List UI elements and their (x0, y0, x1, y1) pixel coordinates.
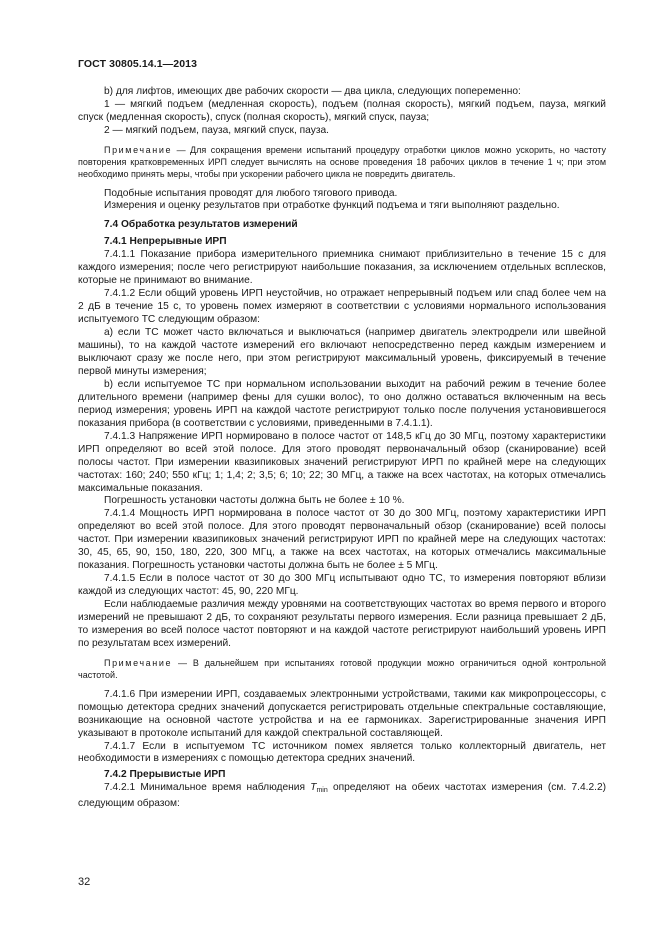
paragraph: 7.4.1.1 Показание прибора измерительного приемника снимают приблизительно в течение 15 с для каждого измерения; после чего регистрируют наибольшие показания, за исключением отдельных всплесков, которые не принимают во внимание. (78, 249, 606, 287)
note-text: — Для сокращения времени испытаний процедуру отработки циклов можно ускорить, но частоту повторения кратковременных ИРП следует вычислять на основе проведения 18 рабочих циклов в течение 1 ч; при этом необходимо принять меры, чтобы при ускорении рабочего цикла не повредить двигатель. (78, 144, 606, 179)
paragraph: 1 — мягкий подъем (медленная скорость), подъем (полная скорость), мягкий подъем, пауза, мягкий спуск (медленная скорость), спуск (полная скорость), мягкий спуск, пауза; (78, 98, 606, 123)
paragraph: 7.4.1.4 Мощность ИРП нормирована в полосе частот от 30 до 300 МГц, поэтому характеристики ИРП определяют во всей этой полосе. Для этого проводят первоначальный обзор (сканирование) всей полосы частот. При измерении квазипиковых значений регистрируют ИРП по крайней мере на следующих частотах: 30, 45, 65, 90, 150, 180, 220, 300 МГц, а также на всех частотах, на которых отмечались максимальные показания. Погрешность установки частоты должна быть не более ± 5 МГц. (78, 508, 606, 572)
note-label: Примечание (104, 144, 173, 155)
formula-symbol: T (310, 782, 317, 794)
note (78, 658, 606, 682)
paragraph: 7.4.1.5 Если в полосе частот от 30 до 300 МГц испытывают одно ТС, то измерения повторяют вблизи каждой из следующих частот: 45, 90, 220 МГц. (78, 573, 606, 598)
note (78, 145, 606, 181)
document-body (78, 86, 606, 811)
paragraph-text: определяют на обеих частотах измерения (см. 7.4.2.2) следующим образом: (78, 782, 607, 810)
paragraph: 7.4.1.2 Если общий уровень ИРП неустойчив, но отражает непрерывный подъем или спад более чем на 2 дБ в течение 15 с, то уровень помех измеряют в соответствии с условиями нормального использования испытуемого ТС следующим образом: (78, 288, 606, 326)
note-label: Примечание (104, 657, 173, 668)
paragraph-text: 7.4.2.1 Минимальное время наблюдения (104, 782, 311, 794)
paragraph: 7.4.1.6 При измерении ИРП, создаваемых электронными устройствами, такими как микропроцессоры, с помощью детектора средних значений допускается регистрировать отдельные спектральные составляющие, возникающие на основной частоте устройства и на ее гармониках. Зарегистрированные значения ИРП указывают в протоколе испытаний для каждой спектральной составляющей. (78, 688, 606, 739)
paragraph: Погрешность установки частоты должна быть не более ± 10 %. (104, 495, 405, 507)
paragraph: 2 — мягкий подъем, пауза, мягкий спуск, пауза. (104, 124, 329, 136)
paragraph: b) для лифтов, имеющих две рабочих скорости — два цикла, следующих попеременно: (104, 86, 521, 97)
subsection-heading: 7.4.2 Прерывистые ИРП (104, 769, 226, 781)
paragraph: 7.4.1.3 Напряжение ИРП нормировано в полосе частот от 148,5 кГц до 30 МГц, поэтому характеристики ИРП определяют во всей этой полосе. Для этого проводят первоначальный обзор (сканирование) всей полосы частот. При измерении квазипиковых значений регистрируют ИРП по крайней мере на следующих частотах: 160; 240; 550 кГц; 1; 1,4; 2; 3,5; 6; 10; 22; 30 МГц, а также на всех частотах, на которых отмечались максимальные показания. (78, 430, 606, 494)
paragraph: a) если ТС может часто включаться и выключаться (например двигатель электродрели или швейной машины), то на каждой частоте измерений его включают непосредственно перед каждым измерением и выключают сразу же после него, при этом регистрируют максимальный уровень, фиксируемый в течение первой минуты измерения; (78, 327, 606, 377)
document-header: ГОСТ 30805.14.1—2013 (78, 58, 198, 70)
page-number: 32 (78, 876, 91, 888)
paragraph: b) если испытуемое ТС при нормальном использовании выходит на рабочий режим в течение более длительного времени (например фены для сушки волос), то оно должно оставаться включенным на весь период измерения; уровень ИРП на каждой частоте регистрируют только после получения установившегося показания прибора (в соответствии с условиями, приведенными в 7.4.1.1). (78, 378, 606, 429)
formula-subscript: min (316, 787, 328, 795)
paragraph: Измерения и оценку результатов при отработке функций подъема и тяги выполняют раздельно. (104, 200, 560, 212)
paragraph: Подобные испытания проводят для любого тягового привода. (104, 187, 398, 199)
section-heading: 7.4 Обработка результатов измерений (104, 219, 298, 231)
subsection-heading: 7.4.1 Непрерывные ИРП (104, 236, 227, 248)
note-text: — В дальнейшем при испытаниях готовой продукции можно ограничиться одной контрольной частотой. (78, 657, 606, 680)
paragraph: 7.4.1.7 Если в испытуемом ТС источником помех является только коллекторный двигатель, нет необходимости в измерениях с помощью детектора средних значений. (78, 740, 606, 765)
paragraph: Если наблюдаемые различия между уровнями на соответствующих частотах во время первого и второго измерений не превышают 2 дБ, то сохраняют результаты первого измерения. Если разница превышает 2 дБ, то измерения во всей полосе частот повторяют и на каждой частоте регистрируют наибольший уровень ИРП по результатам всех измерений. (78, 599, 606, 649)
paragraph (78, 782, 606, 811)
